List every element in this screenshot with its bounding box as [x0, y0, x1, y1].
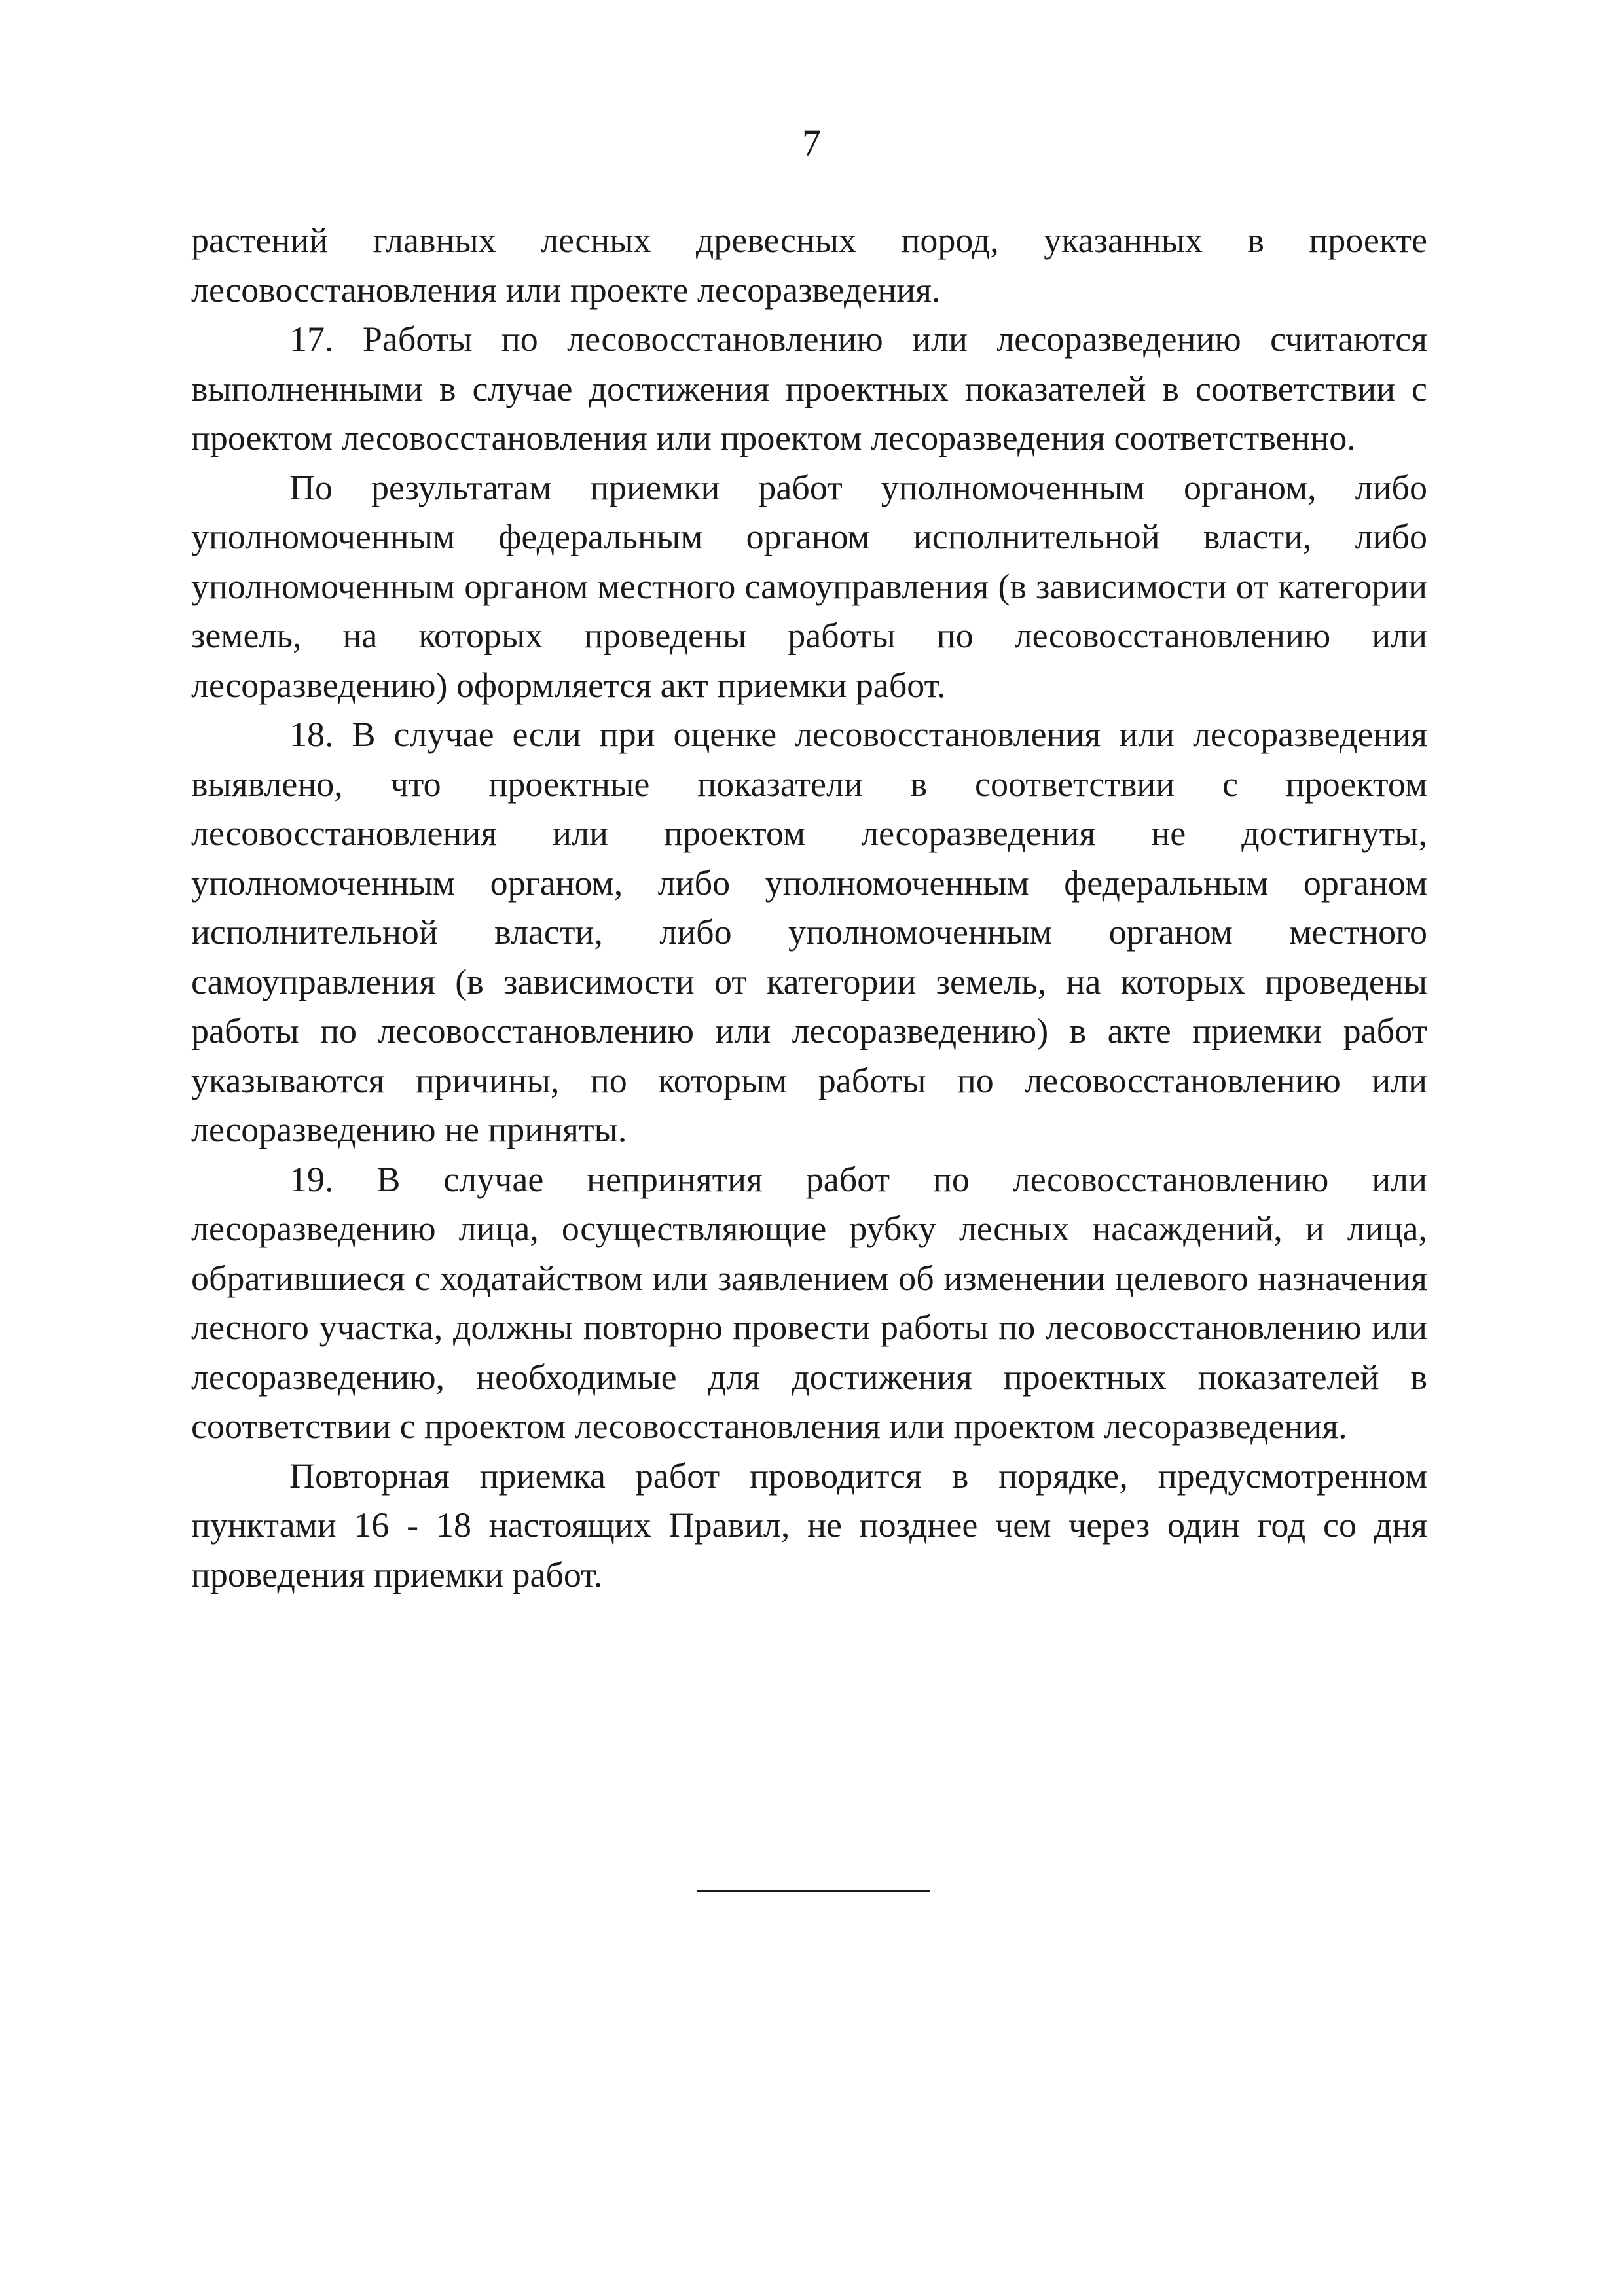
paragraph-item-17: 17. Работы по лесовосстановлению или лесоразведению считаются выполненными в случае достижения проектных показателей в соответствии с проектом лесовосстановления или проектом лесоразведения соответственно.: [191, 319, 1427, 457]
document-body: [191, 216, 1427, 1600]
paragraph-acceptance-act: По результатам приемки работ уполномоченным органом, либо уполномоченным федеральным органом исполнительной власти, либо уполномоченным органом местного самоуправления (в зависимости от категории земель, на которых проведены работы по лесовосстановлению или лесоразведению) оформляется акт приемки работ.: [191, 467, 1427, 705]
paragraph-repeat-acceptance: Повторная приемка работ проводится в порядке, предусмотренном пунктами 16 - 18 настоящих Правил, не позднее чем через один год со дня проведения приемки работ.: [191, 1456, 1427, 1594]
paragraph-item-18: 18. В случае если при оценке лесовосстановления или лесоразведения выявлено, что проектные показатели в соответствии с проектом лесовосстановления или проектом лесоразведения не достигнуты, уполномоченным органом, либо уполномоченным федеральным органом исполнительной власти, либо уполномоченным органом местного самоуправления (в зависимости от категории земель, на которых проведены работы по лесовосстановлению или лесоразведению) в акте приемки работ указываются причины, по которым работы по лесовосстановлению или лесоразведению не приняты.: [191, 715, 1427, 1149]
paragraph-continuation: растений главных лесных древесных пород, указанных в проекте лесовосстановления или проекте лесоразведения.: [191, 221, 1427, 310]
page-number: 7: [802, 122, 821, 164]
end-of-document-rule: [697, 1890, 930, 1892]
paragraph-item-19: 19. В случае непринятия работ по лесовосстановлению или лесоразведению лица, осуществляющие рубку лесных насаждений, и лица, обратившиеся с ходатайством или заявлением об изменении целевого назначения лесного участка, должны повторно провести работы по лесовосстановлению или лесоразведению, необходимые для достижения проектных показателей в соответствии с проектом лесовосстановления или проектом лесоразведения.: [191, 1159, 1427, 1446]
